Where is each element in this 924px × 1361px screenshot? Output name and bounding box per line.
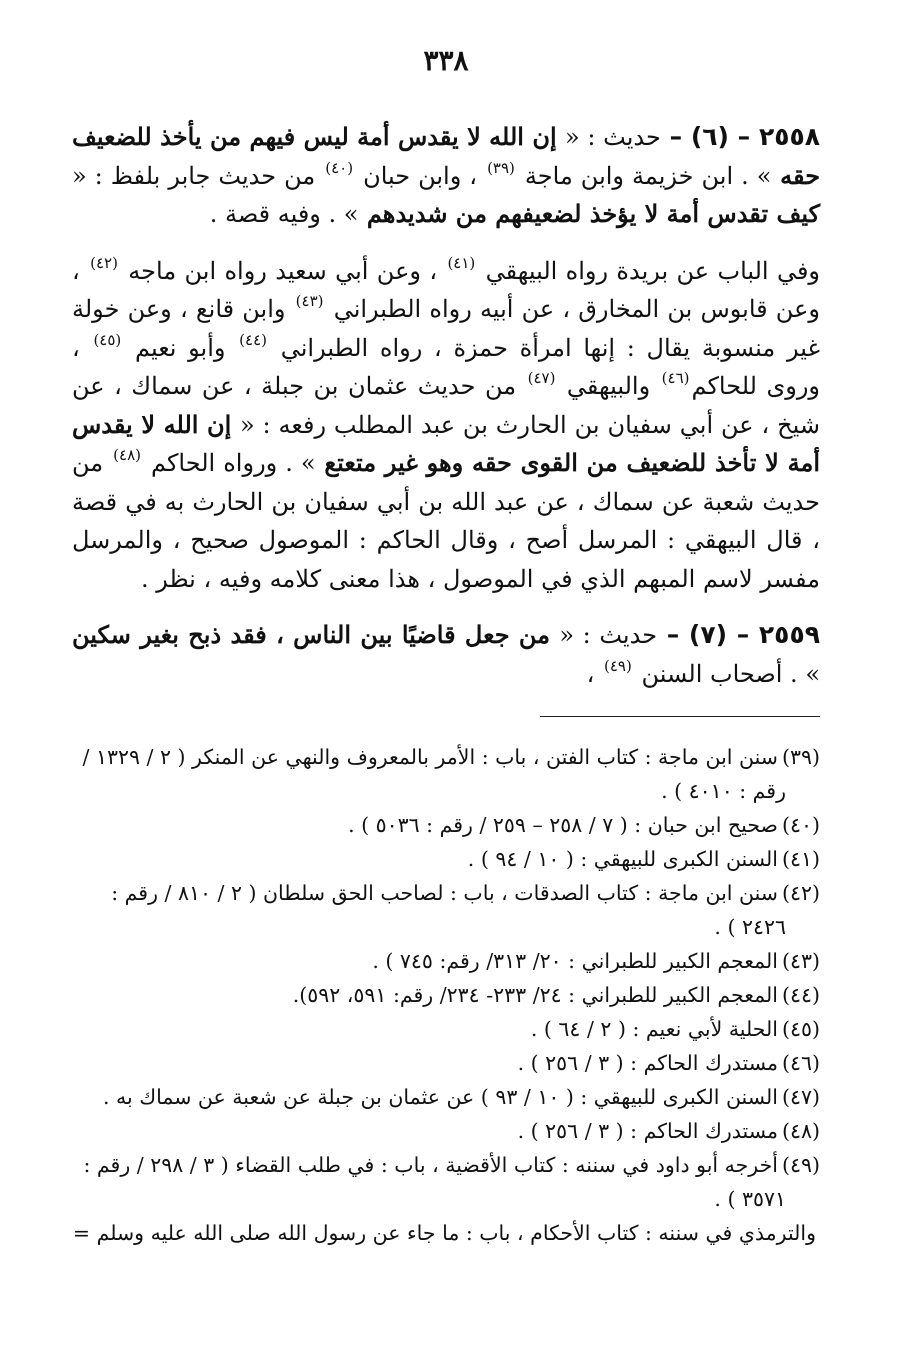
footnote-text: السنن الكبرى للبيهقي : ( ١٠ / ٩٣ ) عن عثمان بن جبلة عن شعبة عن سماك به .	[102, 1085, 778, 1109]
footnote-continuation: رقم : ٤٠١٠ ) .	[661, 779, 786, 803]
hadith-subnumber: – (٦) –	[660, 122, 759, 151]
footnote-item	[72, 1216, 820, 1250]
bab-paragraph	[72, 252, 820, 599]
footnote-item	[72, 1148, 820, 1216]
hadith-text: ، وابن حبان	[363, 161, 486, 190]
footnote-item	[72, 1046, 820, 1080]
paragraph-text: من حديث عثمان بن جبلة ، عن سماك ، عن شيخ ، عن أبي سفيان بن الحارث بن عبد المطلب رفعه : «	[72, 372, 820, 439]
footnote-ref[interactable]: (٤٩)	[603, 656, 632, 675]
paragraph-text: وابن قانع ، وعن خولة غير منسوبة يقال : إنها امرأة حمزة ، رواه الطبراني	[72, 295, 820, 362]
footnote-number: (٤٤)	[781, 983, 820, 1007]
footnote-ref[interactable]: (٤٨)	[113, 446, 141, 464]
paragraph-text: ، وعن قابوس بن المخارق ، عن أبيه رواه الطبراني	[72, 256, 820, 323]
footnote-continuation: ٢٤٢٦ ) .	[714, 915, 786, 939]
footnote-ref[interactable]: (٤٤)	[239, 330, 268, 349]
footnote-continuation: ٣٥٧١ ) .	[714, 1187, 786, 1211]
hadith-text: » . ابن خزيمة وابن ماجة	[524, 161, 772, 190]
hadith-text: » . أصحاب السنن	[641, 659, 820, 688]
footnote-item	[72, 1012, 820, 1046]
paragraph-text: » . ورواه الحاكم	[151, 449, 316, 477]
footnote-number: (٤١)	[781, 847, 820, 871]
footnotes	[72, 740, 820, 1250]
hadith-text: » . وفيه قصة .	[209, 200, 359, 228]
paragraph-text: وفي الباب عن بريدة رواه البيهقي	[485, 256, 821, 285]
footnote-text: الحلية لأبي نعيم : ( ٢ / ٦٤ ) .	[530, 1017, 778, 1041]
footnote-number: (٣٩)	[781, 745, 820, 769]
footnote-number: (٤٧)	[781, 1085, 820, 1109]
hadith-quote: من جعل قاضيًا بين الناس ، فقد ذبح بغير سكين	[72, 620, 560, 649]
footnote-number: (٤٦)	[781, 1051, 820, 1075]
footnote-text: سنن ابن ماجة : كتاب الصدقات ، باب : لصاحب الحق سلطان ( ٢ / ٨١٠ / رقم :	[111, 881, 778, 905]
page-number: ٣٣٨	[423, 44, 469, 77]
footnote-item	[72, 944, 820, 978]
footnote-number: (٤٣)	[781, 949, 820, 973]
footnote-item	[72, 1114, 820, 1148]
footnote-item	[72, 978, 820, 1012]
paragraph-text: من حديث شعبة عن سماك ، عن عبد الله بن أبي سفيان بن الحارث به في قصة ، قال البيهقي : المرسل أصح ، وقال الحاكم : الموصول صحيح ، والمرسل مفسر لاسم المبهم الذي في الموصول ، هذا معنى كلامه وفيه ، نظر .	[72, 449, 820, 593]
footnote-number: (٤٢)	[781, 881, 820, 905]
hadith-number: ٢٥٥٨	[758, 122, 820, 151]
footnote-item	[72, 876, 820, 944]
footnote-separator	[540, 716, 820, 717]
footnote-number: (٤٨)	[781, 1119, 820, 1143]
footnote-item	[72, 842, 820, 876]
footnote-ref[interactable]: (٤٣)	[295, 292, 324, 310]
hadith-intro: حديث : «	[559, 621, 658, 649]
hadith-quote: إن الله لا يقدس أمة ليس فيهم من يأخذ للضعيف حقه	[72, 122, 821, 190]
hadith-2559	[72, 616, 820, 693]
footnote-text: أخرجه أبو داود في سننه : كتاب الأقضية ، باب : في طلب القضاء ( ٣ / ٢٩٨ / رقم :	[83, 1153, 778, 1177]
main-text	[72, 118, 820, 711]
footnote-text: سنن ابن ماجة : كتاب الفتن ، باب : الأمر بالمعروف والنهي عن المنكر ( ٢ / ١٣٢٩ /	[82, 745, 778, 769]
hadith-number: ٢٥٥٩	[758, 620, 820, 649]
footnote-text: مستدرك الحاكم : ( ٣ / ٢٥٦ ) .	[517, 1051, 778, 1075]
footnote-ref[interactable]: (٤٠)	[325, 158, 354, 177]
footnote-number: (٤٥)	[781, 1017, 820, 1041]
hadith-text: ،	[586, 659, 602, 688]
hadith-quote: كيف تقدس أمة لا يؤخذ لضعيفهم من شديدهم	[358, 199, 820, 228]
hadith-quote: إن الله لا يقدس أمة لا تأخذ للضعيف من القوى حقه وهو غير متعتع	[72, 409, 820, 477]
footnote-text: السنن الكبرى للبيهقي : ( ١٠ / ٩٤ ) .	[467, 847, 778, 871]
hadith-text: من حديث جابر بلفظ : «	[72, 161, 324, 190]
paragraph-text: وأبو نعيم	[134, 333, 238, 362]
footnote-ref[interactable]: (٤٧)	[527, 369, 556, 387]
footnote-ref[interactable]: (٤٥)	[93, 330, 122, 349]
footnote-text: المعجم الكبير للطبراني : ٢٠/ ٣١٣/ رقم: ٧٤٥ ) .	[372, 949, 778, 973]
footnote-item	[72, 808, 820, 842]
book-page	[72, 0, 820, 1361]
footnote-ref[interactable]: (٤٢)	[90, 253, 118, 272]
paragraph-text: والبيهقي	[566, 372, 660, 400]
footnote-number: (٤٠)	[781, 813, 820, 837]
hadith-subnumber: – (٧) –	[657, 620, 759, 649]
hadith-intro: حديث : «	[565, 123, 661, 151]
footnote-item	[72, 740, 820, 808]
footnote-text: والترمذي في سننه : كتاب الأحكام ، باب : ما جاء عن رسول الله صلى الله عليه وسلم =	[72, 1221, 816, 1245]
footnote-text: صحيح ابن حبان : ( ٧ / ٢٥٨ – ٢٥٩ / رقم : ٥٠٣٦ ) .	[348, 813, 778, 837]
paragraph-text: ، وعن أبي سعيد رواه ابن ماجه	[128, 256, 446, 285]
footnote-item	[72, 1080, 820, 1114]
hadith-2558	[72, 118, 820, 234]
footnote-number: (٤٩)	[781, 1153, 820, 1177]
footnote-text: مستدرك الحاكم : ( ٣ / ٢٥٦ ) .	[517, 1119, 778, 1143]
footnote-ref[interactable]: (٤١)	[447, 253, 476, 272]
footnote-text: المعجم الكبير للطبراني : ٢٤/ ٢٣٣- ٢٣٤/ رقم: ٥٩١، ٥٩٢).	[292, 983, 778, 1007]
footnote-ref[interactable]: (٣٩)	[487, 158, 515, 177]
footnote-ref[interactable]: (٤٦)	[661, 369, 690, 387]
paragraph-text: ، وروى للحاكم	[72, 333, 820, 400]
